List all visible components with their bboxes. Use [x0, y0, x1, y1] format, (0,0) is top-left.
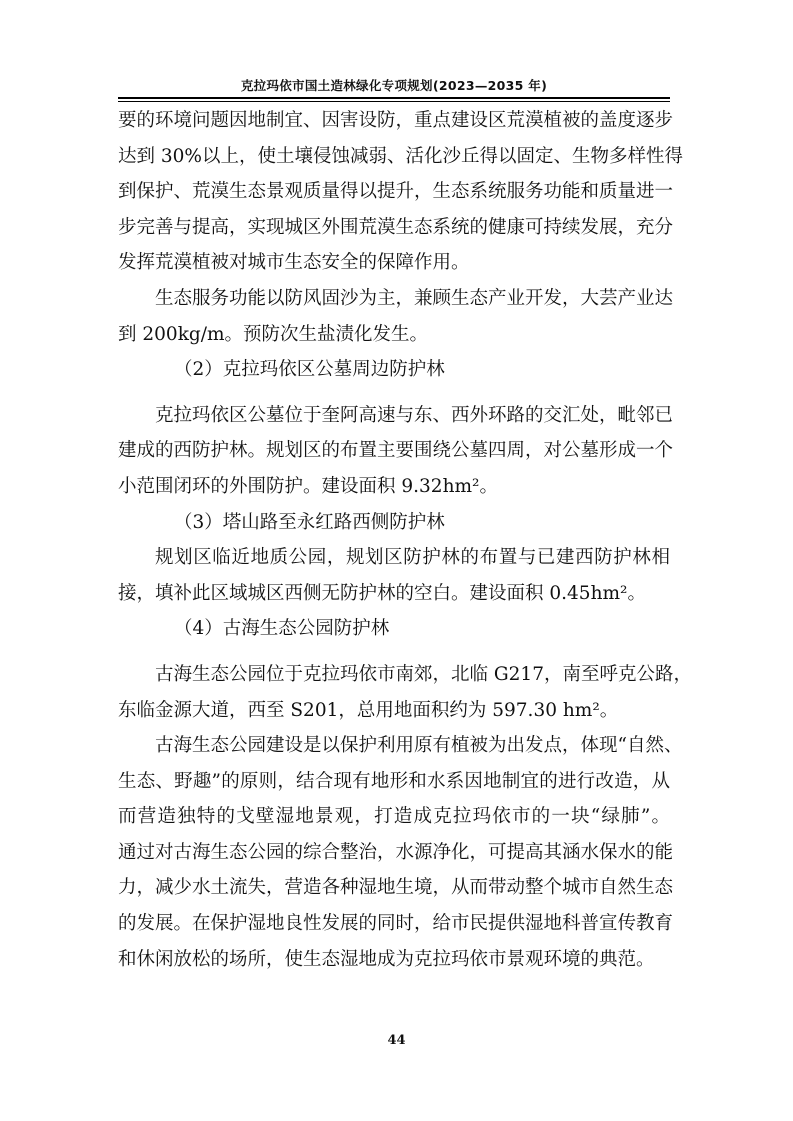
text-line: 到保护、荒漠生态景观质量得以提升，生态系统服务功能和质量进一: [118, 181, 674, 203]
page-number: 44: [387, 1033, 406, 1048]
text-line: 的发展。在保护湿地良性发展的同时，给市民提供湿地科普宣传教育: [118, 913, 674, 935]
text-line: 达到 30%以上，使土壤侵蚀减弱、活化沙丘得以固定、生物多样性得: [118, 145, 684, 167]
paragraph-cemetery: [118, 398, 674, 505]
header-rule-thin: [118, 101, 670, 102]
text-line: 生态、野趣”的原则，结合现有地形和水系因地制宜的进行改造，从: [118, 770, 670, 792]
text-line: 发挥荒漠植被对城市生态安全的保障作用。: [118, 252, 470, 274]
header-rule-thick: [118, 97, 670, 99]
text-line: 步完善与提高，实现城区外围荒漠生态系统的健康可持续发展，充分: [118, 216, 674, 238]
section-heading-2: （2）克拉玛依区公墓周边防护林: [174, 359, 445, 381]
paragraph-ecological-function: [118, 281, 674, 352]
text-line: 小范围闭环的外围防护。建设面积 9.32hm²。: [118, 475, 498, 497]
text-line: 古海生态公园位于克拉玛依市南郊，北临 G217，南至呼克公路，: [155, 663, 692, 685]
text-line: 而营造独特的戈壁湿地景观，打造成克拉玛依市的一块“绿肺”。: [118, 806, 670, 828]
text-line: 和休闲放松的场所，使生态湿地成为克拉玛依市景观环境的典范。: [118, 948, 655, 970]
running-header: 克拉玛依市国土造林绿化专项规划(2023—2035 年): [240, 78, 548, 93]
text-line: 力，减少水土流失，营造各种湿地生境，从而带动整个城市自然生态: [118, 877, 674, 899]
text-line: 东临金源大道，西至 S201，总用地面积约为 597.30 hm²。: [118, 699, 619, 721]
text-line: 接，填补此区域城区西侧无防护林的空白。建设面积 0.45hm²。: [118, 582, 646, 604]
text-line: 古海生态公园建设是以保护利用原有植被为出发点，体现“自然、: [155, 735, 683, 757]
paragraph-guhai-construction: [118, 728, 683, 977]
text-line: 生态服务功能以防风固沙为主，兼顾生态产业开发，大芸产业达: [155, 287, 674, 309]
paragraph-continued: [118, 103, 684, 281]
text-line: 建成的西防护林。规划区的布置主要围绕公墓四周，对公墓形成一个: [118, 440, 674, 462]
body-text: [118, 103, 692, 977]
text-line: 通过对古海生态公园的综合整治，水源净化，可提高其涵水保水的能: [118, 841, 674, 863]
text-line: 到 200kg/m。预防次生盐渍化发生。: [118, 323, 429, 345]
paragraph-guhai-location: [118, 657, 692, 728]
section-heading-4: （4）古海生态公园防护林: [174, 618, 390, 640]
text-line: 规划区临近地质公园，规划区防护林的布置与已建西防护林相: [155, 547, 670, 569]
section-heading-3: （3）塔山路至永红路西侧防护林: [174, 511, 445, 533]
text-line: 克拉玛依区公墓位于奎阿高速与东、西外环路的交汇处，毗邻已: [155, 404, 674, 426]
text-line: 要的环境问题因地制宜、因害设防，重点建设区荒漠植被的盖度逐步: [118, 110, 674, 131]
paragraph-tashan-road: [118, 540, 670, 611]
